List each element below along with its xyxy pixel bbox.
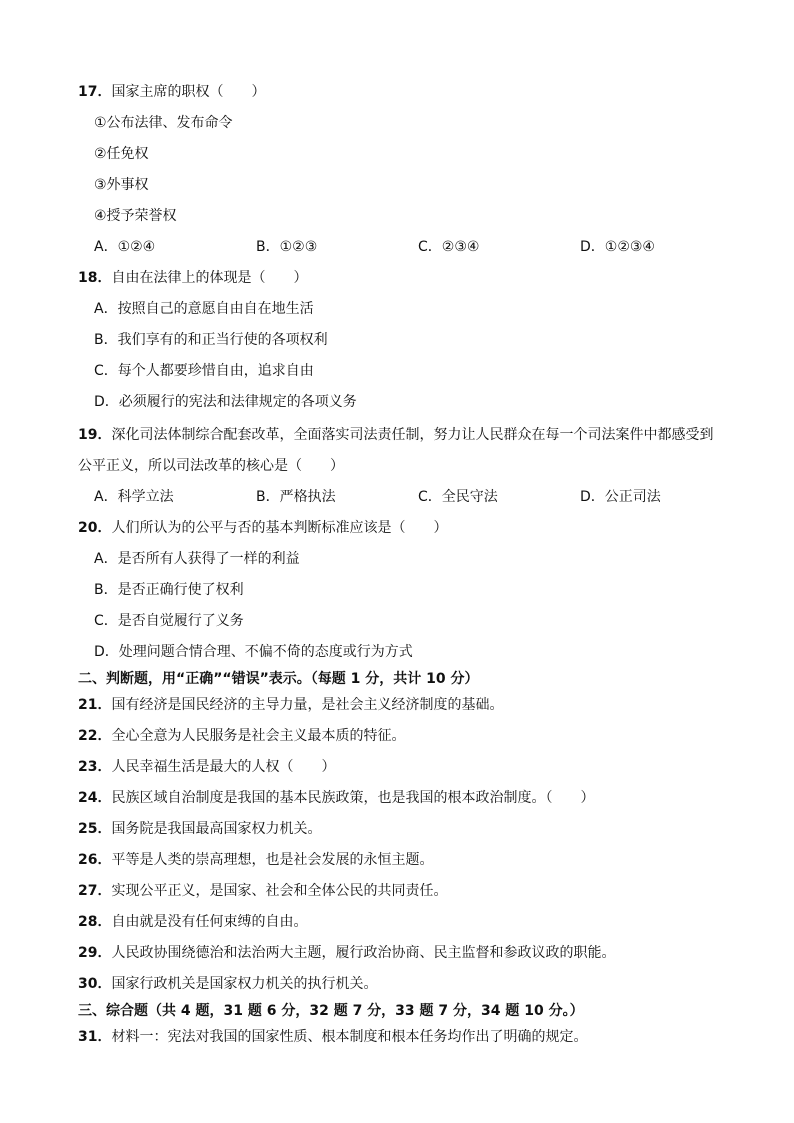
q17-item-3: ③外事权: [94, 177, 149, 193]
question-number: 30．: [78, 976, 112, 992]
question-stem: 实现公平正义，是国家、社会和全体公民的共同责任。: [111, 883, 448, 899]
question-number: 23．: [78, 759, 112, 775]
q19-option-b: B．严格执法: [256, 489, 336, 505]
question-number: 22．: [78, 728, 112, 744]
question-number: 17．: [78, 84, 112, 100]
q19-option-a: A．科学立法: [94, 489, 174, 505]
question-29: [78, 943, 615, 963]
question-stem: 深化司法体制综合配套改革，全面落实司法责任制，努力让人民群众在每一个司法案件中都感受到: [111, 427, 714, 443]
section-3-heading: 三、综合题（共 4 题，31 题 6 分，32 题 7 分，33 题 7 分，34 题 10 分。）: [78, 1003, 584, 1019]
question-stem: 自由就是没有任何束缚的自由。: [111, 914, 308, 930]
q18-option-b: B．我们享有的和正当行使的各项权利: [94, 332, 328, 348]
question-number: 31．: [78, 1029, 112, 1045]
section-2-heading: 二、判断题，用“正确”“错误”表示。（每题 1 分，共计 10 分）: [78, 671, 479, 687]
q19-option-d: D．公正司法: [580, 489, 661, 505]
q20-option-a: A．是否所有人获得了一样的利益: [94, 551, 300, 567]
q19-option-c: C．全民守法: [418, 489, 498, 505]
question-stem: 国家主席的职权（ ）: [111, 84, 266, 100]
question-number: 28．: [78, 914, 112, 930]
question-stem: 民族区域自治制度是我国的基本民族政策，也是我国的根本政治制度。（ ）: [111, 790, 595, 806]
question-25: [78, 819, 321, 839]
q17-option-c: C．②③④: [418, 239, 480, 255]
question-27: [78, 881, 447, 901]
question-17: [78, 82, 265, 102]
q17-item-4: ④授予荣誉权: [94, 208, 177, 224]
question-23: [78, 757, 335, 777]
question-number: 19．: [78, 427, 112, 443]
q20-option-b: B．是否正确行使了权利: [94, 582, 244, 598]
question-number: 29．: [78, 945, 112, 961]
q20-option-d: D．处理问题合情合理、不偏不倚的态度或行为方式: [94, 644, 413, 660]
question-stem: 平等是人类的崇高理想，也是社会发展的永恒主题。: [111, 852, 434, 868]
q18-option-a: A．按照自己的意愿自由自在地生活: [94, 301, 314, 317]
question-stem: 全心全意为人民服务是社会主义最本质的特征。: [111, 728, 406, 744]
question-number: 27．: [78, 883, 112, 899]
question-number: 25．: [78, 821, 112, 837]
question-number: 18．: [78, 270, 112, 286]
question-24: [78, 788, 594, 808]
question-stem: 自由在法律上的体现是（ ）: [111, 270, 308, 286]
question-31: [78, 1027, 587, 1047]
question-18: [78, 268, 307, 288]
q18-option-d: D．必须履行的宪法和法律规定的各项义务: [94, 394, 357, 410]
question-26: [78, 850, 433, 870]
q17-option-b: B．①②③: [256, 239, 318, 255]
question-stem: 人们所认为的公平与否的基本判断标准应该是（ ）: [111, 520, 448, 536]
question-stem: 人民幸福生活是最大的人权（ ）: [111, 759, 336, 775]
q17-option-d: D．①②③④: [580, 239, 655, 255]
question-stem: 材料一：宪法对我国的国家性质、根本制度和根本任务均作出了明确的规定。: [111, 1029, 588, 1045]
question-number: 24．: [78, 790, 112, 806]
q19-stem-continued: 公平正义，所以司法改革的核心是（ ）: [78, 458, 344, 474]
question-stem: 国家行政机关是国家权力机关的执行机关。: [111, 976, 378, 992]
question-28: [78, 912, 307, 932]
question-22: [78, 726, 405, 746]
q17-option-a: A．①②④: [94, 239, 156, 255]
q17-item-1: ①公布法律、发布命令: [94, 115, 233, 131]
question-19: [78, 425, 713, 445]
q20-option-c: C．是否自觉履行了义务: [94, 613, 244, 629]
question-stem: 国务院是我国最高国家权力机关。: [111, 821, 322, 837]
question-number: 20．: [78, 520, 112, 536]
question-number: 26．: [78, 852, 112, 868]
question-number: 21．: [78, 697, 112, 713]
question-30: [78, 974, 377, 994]
q18-option-c: C．每个人都要珍惜自由，追求自由: [94, 363, 314, 379]
question-stem: 人民政协围绕德治和法治两大主题，履行政治协商、民主监督和参政议政的职能。: [111, 945, 616, 961]
question-21: [78, 695, 503, 715]
q17-item-2: ②任免权: [94, 146, 149, 162]
question-20: [78, 518, 447, 538]
question-stem: 国有经济是国民经济的主导力量，是社会主义经济制度的基础。: [111, 697, 504, 713]
